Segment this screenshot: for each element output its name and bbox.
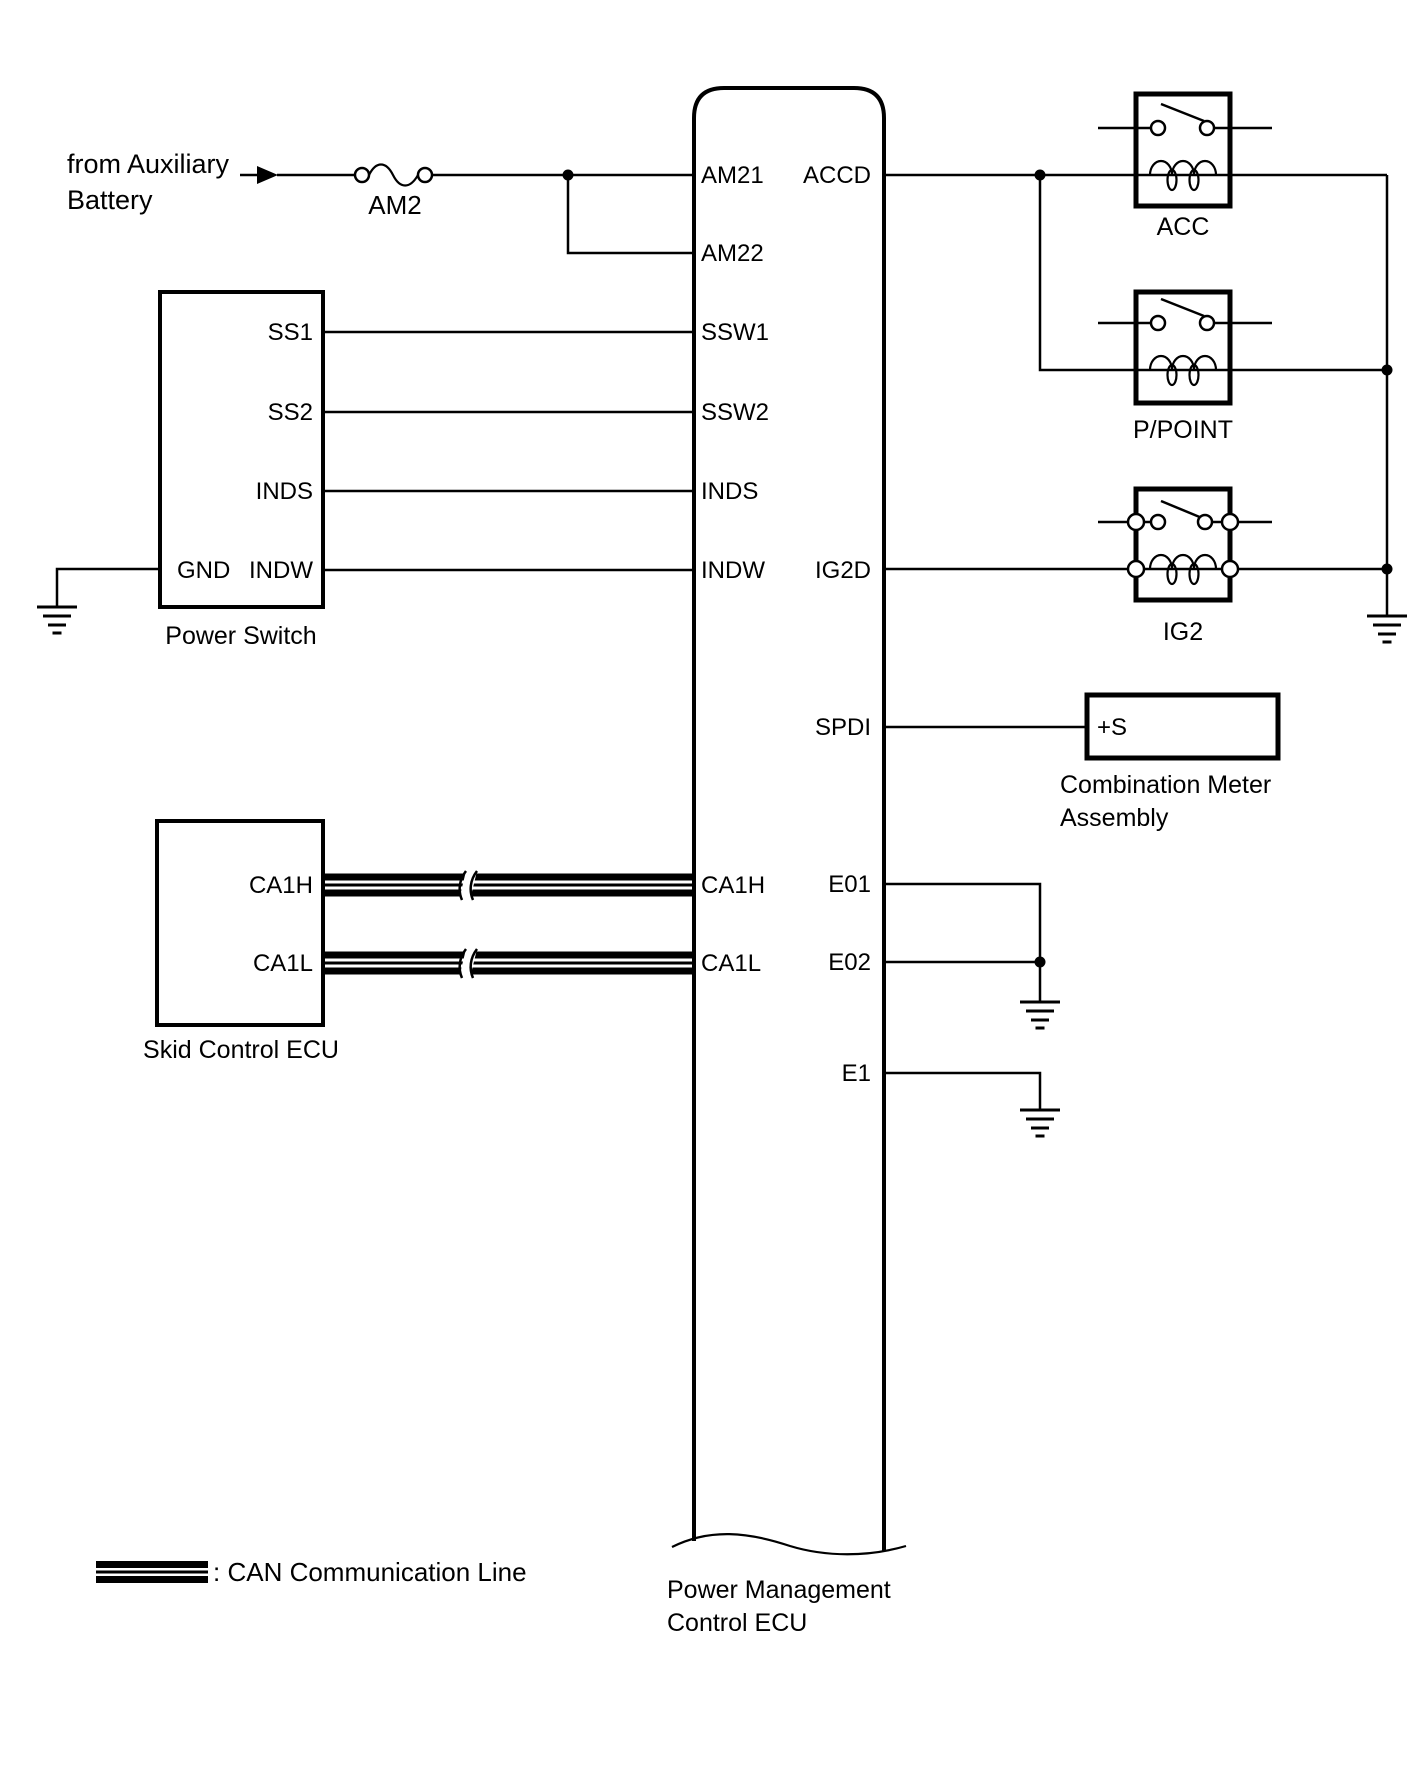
pm-ecu-pin-am22: AM22 [701, 240, 764, 267]
power-switch-pin-ss2: SS2 [267, 399, 313, 426]
fuse-terminal-left-icon [355, 168, 369, 182]
pm-ecu-pin-ssw2: SSW2 [701, 399, 770, 426]
relay-ppoint-contact-left-icon [1151, 316, 1165, 330]
legend-can-bar [96, 1576, 208, 1583]
pm-ecu-pin-e1: E1 [841, 1060, 871, 1087]
can-line-ca1l [323, 949, 694, 978]
pm-ecu-pin-ca1h: CA1H [701, 872, 766, 899]
power-switch-pin-indw: INDW [249, 557, 313, 584]
pm-ecu-pin-ssw1: SSW1 [701, 319, 770, 346]
pm-ecu-pin-spdi: SPDI [814, 714, 871, 741]
power-switch-pin-ss1: SS1 [267, 319, 313, 346]
pm-ecu-pin-am21: AM21 [701, 162, 764, 189]
power-switch-title: Power Switch [165, 622, 317, 650]
relay-ppoint-contact-right-icon [1200, 316, 1214, 330]
skid-control-ecu-title: Skid Control ECU [143, 1036, 339, 1064]
relay-ig2-terminal-icon [1222, 561, 1238, 577]
junction-dot-ppoint [1382, 365, 1393, 376]
relay-acc-label: ACC [1156, 213, 1210, 241]
can-bar [323, 952, 694, 959]
relay-acc-contact-left-icon [1151, 121, 1165, 135]
combination-meter-title-line2: Assembly [1060, 804, 1169, 832]
relay-acc-contact-right-icon [1200, 121, 1214, 135]
relay-ig2-terminal-icon [1222, 514, 1238, 530]
pm-ecu-pin-e02: E02 [828, 949, 871, 976]
can-bar [323, 962, 694, 965]
power-switch-pin-inds: INDS [255, 478, 313, 505]
pm-ecu-pin-e01: E01 [828, 871, 871, 898]
pm-ecu-pin-accd: ACCD [802, 162, 871, 189]
fuse-label: AM2 [368, 190, 422, 220]
skid-ecu-pin-ca1h: CA1H [248, 872, 313, 899]
relay-ig2-label: IG2 [1162, 618, 1204, 646]
fuse-terminal-right-icon [418, 168, 432, 182]
relay-ig2-contact-right-icon [1198, 515, 1212, 529]
junction-dot-ig2 [1382, 564, 1393, 575]
legend-label: : CAN Communication Line [213, 1557, 527, 1587]
junction-dot-e02 [1035, 957, 1046, 968]
pm-ecu-pin-inds: INDS [701, 478, 759, 505]
source-label-line2: Battery [67, 185, 153, 215]
can-bar [323, 884, 694, 887]
combination-meter-pin-s: +S [1097, 714, 1128, 741]
can-bar [323, 968, 694, 975]
relay-ig2-terminal-icon [1128, 561, 1144, 577]
can-line-ca1h [323, 871, 694, 900]
pm-ecu-pin-ig2d: IG2D [814, 557, 871, 584]
pm-ecu-title-line1: Power Management [667, 1576, 891, 1604]
legend-can-line [96, 1557, 527, 1587]
pm-ecu-pin-indw: INDW [701, 557, 765, 584]
legend-can-bar [96, 1561, 208, 1568]
power-switch-pin-gnd: GND [177, 557, 231, 584]
pm-ecu-title-line2: Control ECU [667, 1609, 808, 1637]
relay-ig2-contact-left-icon [1151, 515, 1165, 529]
pm-ecu-pin-ca1l: CA1L [701, 950, 762, 977]
can-bar [323, 890, 694, 897]
skid-ecu-pin-ca1l: CA1L [252, 950, 313, 977]
can-bar [323, 874, 694, 881]
combination-meter-title-line1: Combination Meter [1060, 771, 1272, 799]
source-label-line1: from Auxiliary [67, 149, 230, 179]
legend-can-bar [96, 1571, 208, 1574]
relay-ig2-terminal-icon [1128, 514, 1144, 530]
relay-ppoint-label: P/POINT [1132, 416, 1234, 444]
